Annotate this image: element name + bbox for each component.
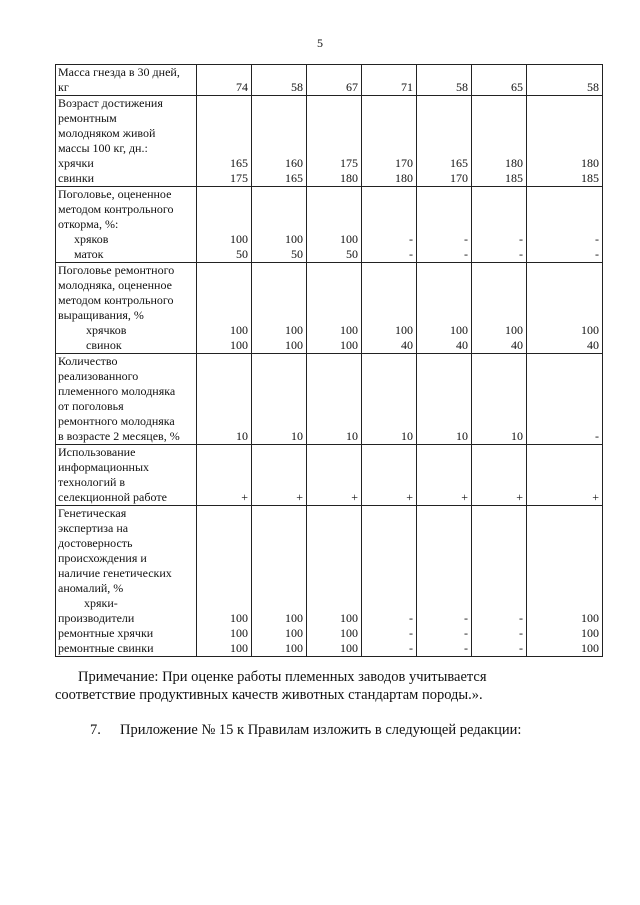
value-cell — [362, 263, 417, 354]
value-cell — [417, 445, 472, 506]
table-row — [56, 187, 603, 263]
label-line: от поголовья — [58, 399, 124, 413]
label-line: ремонтные свинки — [58, 641, 154, 655]
value: 74 — [236, 80, 248, 94]
table-row — [56, 263, 603, 354]
value: 100 — [285, 641, 303, 655]
value: 100 — [285, 626, 303, 640]
value: 165 — [450, 156, 468, 170]
value: + — [592, 490, 599, 504]
value: 10 — [511, 429, 523, 443]
value-cell — [472, 65, 527, 96]
value-cell — [252, 65, 307, 96]
value-cell — [417, 354, 472, 445]
value-cell — [252, 445, 307, 506]
value: 100 — [340, 232, 358, 246]
value-cell — [197, 263, 252, 354]
value: 100 — [581, 323, 599, 337]
value-cell — [307, 445, 362, 506]
value-cell — [307, 65, 362, 96]
table-row — [56, 96, 603, 187]
label-line: наличие генетических — [58, 566, 172, 580]
value: 50 — [236, 247, 248, 261]
value: 40 — [401, 338, 413, 352]
value: - — [595, 429, 599, 443]
value-cell — [362, 65, 417, 96]
value: 180 — [581, 156, 599, 170]
label-line: реализованного — [58, 369, 139, 383]
label-line: Масса гнезда в 30 дней, — [58, 65, 180, 79]
item-text: Приложение № 15 к Правилам изложить в следующей редакции: — [120, 722, 522, 738]
value: + — [296, 490, 303, 504]
value: - — [464, 611, 468, 625]
value: - — [464, 641, 468, 655]
label-line: маток — [74, 247, 104, 261]
value-cell — [307, 187, 362, 263]
value-cell — [472, 506, 527, 657]
value-cell — [362, 506, 417, 657]
value: 50 — [346, 247, 358, 261]
label-line: хрячков — [86, 323, 127, 337]
value-cell — [527, 445, 603, 506]
value: 100 — [581, 611, 599, 625]
value: - — [595, 247, 599, 261]
value: 100 — [230, 232, 248, 246]
table-row — [56, 354, 603, 445]
row-label — [56, 445, 197, 506]
value-cell — [197, 445, 252, 506]
label-line: массы 100 кг, дн.: — [58, 141, 148, 155]
value: 185 — [505, 171, 523, 185]
value: 175 — [340, 156, 358, 170]
value: - — [519, 611, 523, 625]
value: 10 — [456, 429, 468, 443]
value: 180 — [340, 171, 358, 185]
label-line: ремонтным — [58, 111, 117, 125]
value-cell — [527, 187, 603, 263]
label-line: хрячки — [58, 156, 94, 170]
value: - — [519, 232, 523, 246]
label-line: происхождения и — [58, 551, 147, 565]
value-cell — [307, 506, 362, 657]
value: 10 — [236, 429, 248, 443]
value: 100 — [450, 323, 468, 337]
value: 100 — [285, 323, 303, 337]
value: 100 — [285, 611, 303, 625]
value: 50 — [291, 247, 303, 261]
row-label — [56, 506, 197, 657]
value-cell — [252, 506, 307, 657]
value: 100 — [340, 323, 358, 337]
value-cell — [417, 65, 472, 96]
breeding-indicators-table — [55, 64, 603, 657]
value: 180 — [395, 171, 413, 185]
value-cell — [527, 65, 603, 96]
label-line: в возрасте 2 месяцев, % — [58, 429, 180, 443]
value: 10 — [291, 429, 303, 443]
label-line: кг — [58, 80, 69, 94]
label-line: селекционной работе — [58, 490, 167, 504]
value: 160 — [285, 156, 303, 170]
value: 100 — [340, 641, 358, 655]
value-cell — [362, 445, 417, 506]
value-cell — [472, 187, 527, 263]
value-cell — [307, 263, 362, 354]
value: 58 — [291, 80, 303, 94]
value: 185 — [581, 171, 599, 185]
note-line-1: Примечание: При оценке работы племенных заводов учитывается — [78, 669, 487, 685]
value: 100 — [230, 626, 248, 640]
value: 10 — [401, 429, 413, 443]
label-line: Поголовье, оцененное — [58, 187, 172, 201]
value: - — [464, 232, 468, 246]
value: - — [409, 232, 413, 246]
value: 165 — [230, 156, 248, 170]
value: 100 — [230, 338, 248, 352]
value: - — [409, 247, 413, 261]
value: 100 — [395, 323, 413, 337]
row-label — [56, 96, 197, 187]
value-cell — [472, 96, 527, 187]
value-cell — [252, 96, 307, 187]
value: 71 — [401, 80, 413, 94]
value-cell — [527, 354, 603, 445]
value-cell — [252, 187, 307, 263]
label-line: аномалий, % — [58, 581, 124, 595]
label-line: производители — [58, 611, 135, 625]
value-cell — [197, 65, 252, 96]
value-cell — [472, 263, 527, 354]
table-row — [56, 65, 603, 96]
label-line: экспертиза на — [58, 521, 129, 535]
value-cell — [252, 354, 307, 445]
value: - — [409, 641, 413, 655]
value: 165 — [285, 171, 303, 185]
value-cell — [472, 445, 527, 506]
value-cell — [417, 187, 472, 263]
value: 180 — [505, 156, 523, 170]
row-label — [56, 187, 197, 263]
row-label — [56, 354, 197, 445]
label-line: Поголовье ремонтного — [58, 263, 175, 277]
label-line: откорма, %: — [58, 217, 119, 231]
value-cell — [197, 354, 252, 445]
value: 170 — [450, 171, 468, 185]
value: 100 — [340, 611, 358, 625]
value: 100 — [340, 626, 358, 640]
value: 100 — [581, 626, 599, 640]
value-cell — [527, 96, 603, 187]
value-cell — [197, 506, 252, 657]
label-line: свинок — [86, 338, 122, 352]
value-cell — [417, 506, 472, 657]
label-line: технологий в — [58, 475, 126, 489]
value: 10 — [346, 429, 358, 443]
value: + — [461, 490, 468, 504]
value: - — [409, 626, 413, 640]
value: 100 — [230, 323, 248, 337]
table-row — [56, 506, 603, 657]
value-cell — [307, 96, 362, 187]
value-cell — [362, 354, 417, 445]
value: + — [406, 490, 413, 504]
label-line: информационных — [58, 460, 150, 474]
value: 40 — [587, 338, 599, 352]
label-line: выращивания, % — [58, 308, 144, 322]
value: 100 — [230, 611, 248, 625]
label-line: Использование — [58, 445, 136, 459]
value: 175 — [230, 171, 248, 185]
value-cell — [417, 263, 472, 354]
value: 58 — [456, 80, 468, 94]
item-number: 7. — [90, 722, 101, 738]
value: + — [241, 490, 248, 504]
label-line: Возраст достижения — [58, 96, 163, 110]
label-line: методом контрольного — [58, 293, 174, 307]
value: - — [409, 611, 413, 625]
value-cell — [307, 354, 362, 445]
value: 100 — [230, 641, 248, 655]
value: 170 — [395, 156, 413, 170]
value-cell — [362, 96, 417, 187]
value: - — [464, 626, 468, 640]
value: - — [519, 641, 523, 655]
label-line: хряки- — [84, 596, 118, 610]
value: + — [516, 490, 523, 504]
value: - — [595, 232, 599, 246]
value: - — [464, 247, 468, 261]
table-row — [56, 445, 603, 506]
value: - — [519, 247, 523, 261]
label-line: хряков — [74, 232, 109, 246]
value: 40 — [511, 338, 523, 352]
label-line: ремонтного молодняка — [58, 414, 175, 428]
value: 67 — [346, 80, 358, 94]
value: 58 — [587, 80, 599, 94]
label-line: достоверность — [58, 536, 133, 550]
value: 100 — [505, 323, 523, 337]
value-cell — [527, 506, 603, 657]
value-cell — [197, 187, 252, 263]
value: + — [351, 490, 358, 504]
label-line: Количество — [58, 354, 118, 368]
value-cell — [362, 187, 417, 263]
row-label — [56, 65, 197, 96]
label-line: ремонтные хрячки — [58, 626, 154, 640]
value: - — [519, 626, 523, 640]
value-cell — [527, 263, 603, 354]
label-line: свинки — [58, 171, 95, 185]
value-cell — [252, 263, 307, 354]
label-line: Генетическая — [58, 506, 127, 520]
page-number: 5 — [317, 36, 323, 50]
value: 100 — [340, 338, 358, 352]
value: 40 — [456, 338, 468, 352]
label-line: молодняка, оцененное — [58, 278, 172, 292]
value: 100 — [285, 232, 303, 246]
value-cell — [417, 96, 472, 187]
value-cell — [472, 354, 527, 445]
value-cell — [197, 96, 252, 187]
row-label — [56, 263, 197, 354]
label-line: молодняком живой — [58, 126, 156, 140]
note-line-2: соответствие продуктивных качеств животных стандартам породы.». — [55, 687, 483, 703]
label-line: племенного молодняка — [58, 384, 176, 398]
label-line: методом контрольного — [58, 202, 174, 216]
value: 65 — [511, 80, 523, 94]
value: 100 — [285, 338, 303, 352]
value: 100 — [581, 641, 599, 655]
